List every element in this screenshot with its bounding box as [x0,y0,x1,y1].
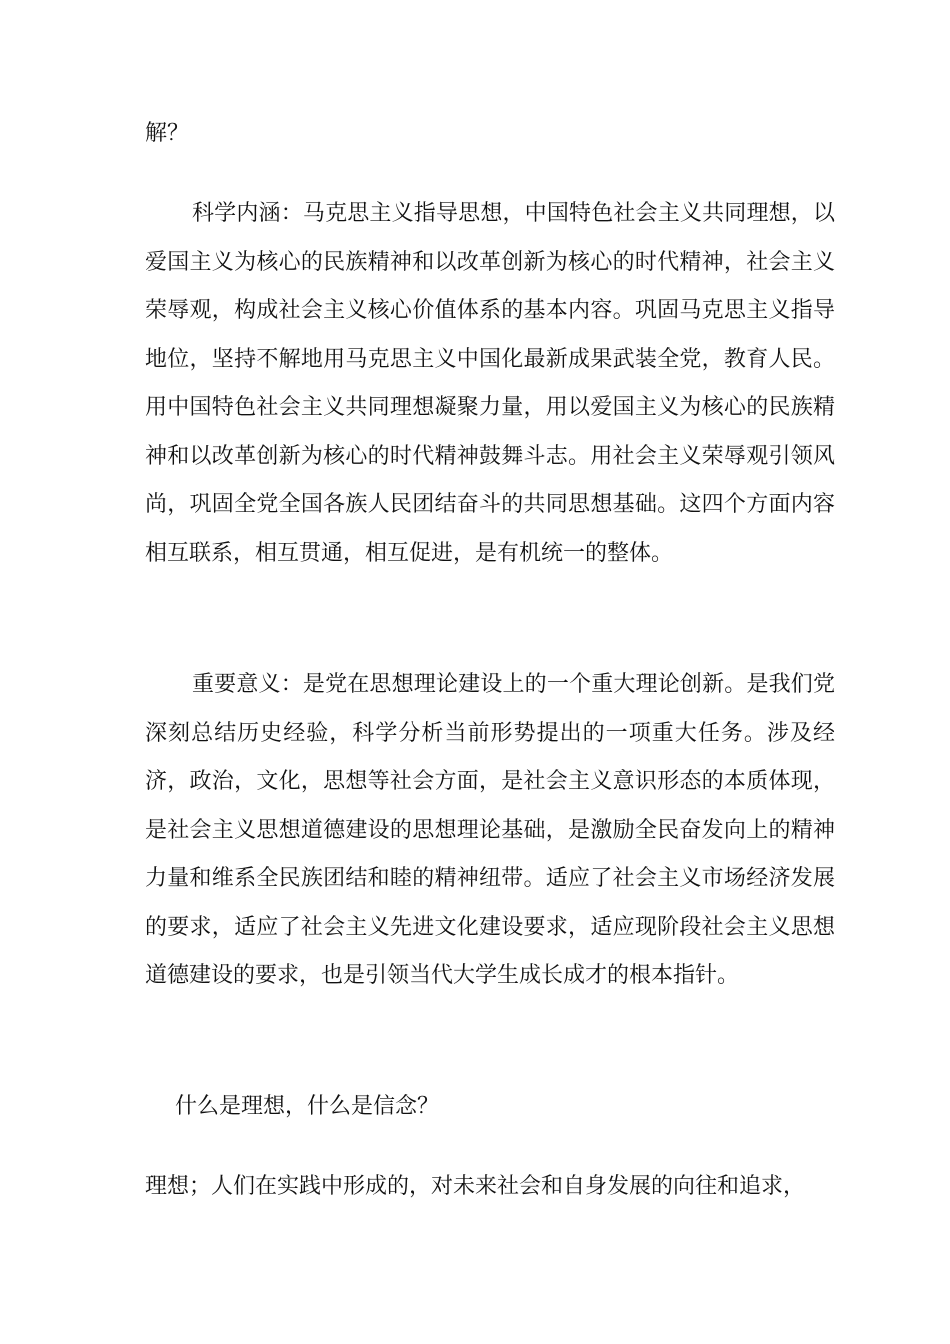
paragraph-scientific-connotation: 科学内涵：马克思主义指导思想，中国特色社会主义共同理想，以爱国主义为核心的民族精神和以改革创新为核心的时代精神，社会主义荣辱观，构成社会主义核心价值体系的基本内容。巩固马克思主义指导地位，坚持不解地用马克思主义中国化最新成果武装全党，教育人民。用中国特色社会主义共同理想凝聚力量，用以爱国主义为核心的民族精神和以改革创新为核心的时代精神鼓舞斗志。用社会主义荣辱观引领风尚，巩固全党全国各族人民团结奋斗的共同思想基础。这四个方面内容相互联系，相互贯通，相互促进，是有机统一的整体。 [145,201,835,566]
paragraph-ideal-definition: 理想；人们在实践中形成的，对未来社会和自身发展的向往和追求， [145,1174,806,1199]
question-heading: 什么是理想，什么是信念？ [175,1094,440,1119]
fragment-line: 解？ [145,121,190,146]
paragraph-significance: 重要意义：是党在思想理论建设上的一个重大理论创新。是我们党深刻总结历史经验，科学分析当前形势提出的一项重大任务。涉及经济，政治，文化，思想等社会方面，是社会主义意识形态的本质体现，是社会主义思想道德建设的思想理论基础，是激励全民奋发向上的精神力量和维系全民族团结和睦的精神纽带。适应了社会主义市场经济发展的要求，适应了社会主义先进文化建设要求，适应现阶段社会主义思想道德建设的要求，也是引领当代大学生成长成才的根本指针。 [145,672,835,988]
